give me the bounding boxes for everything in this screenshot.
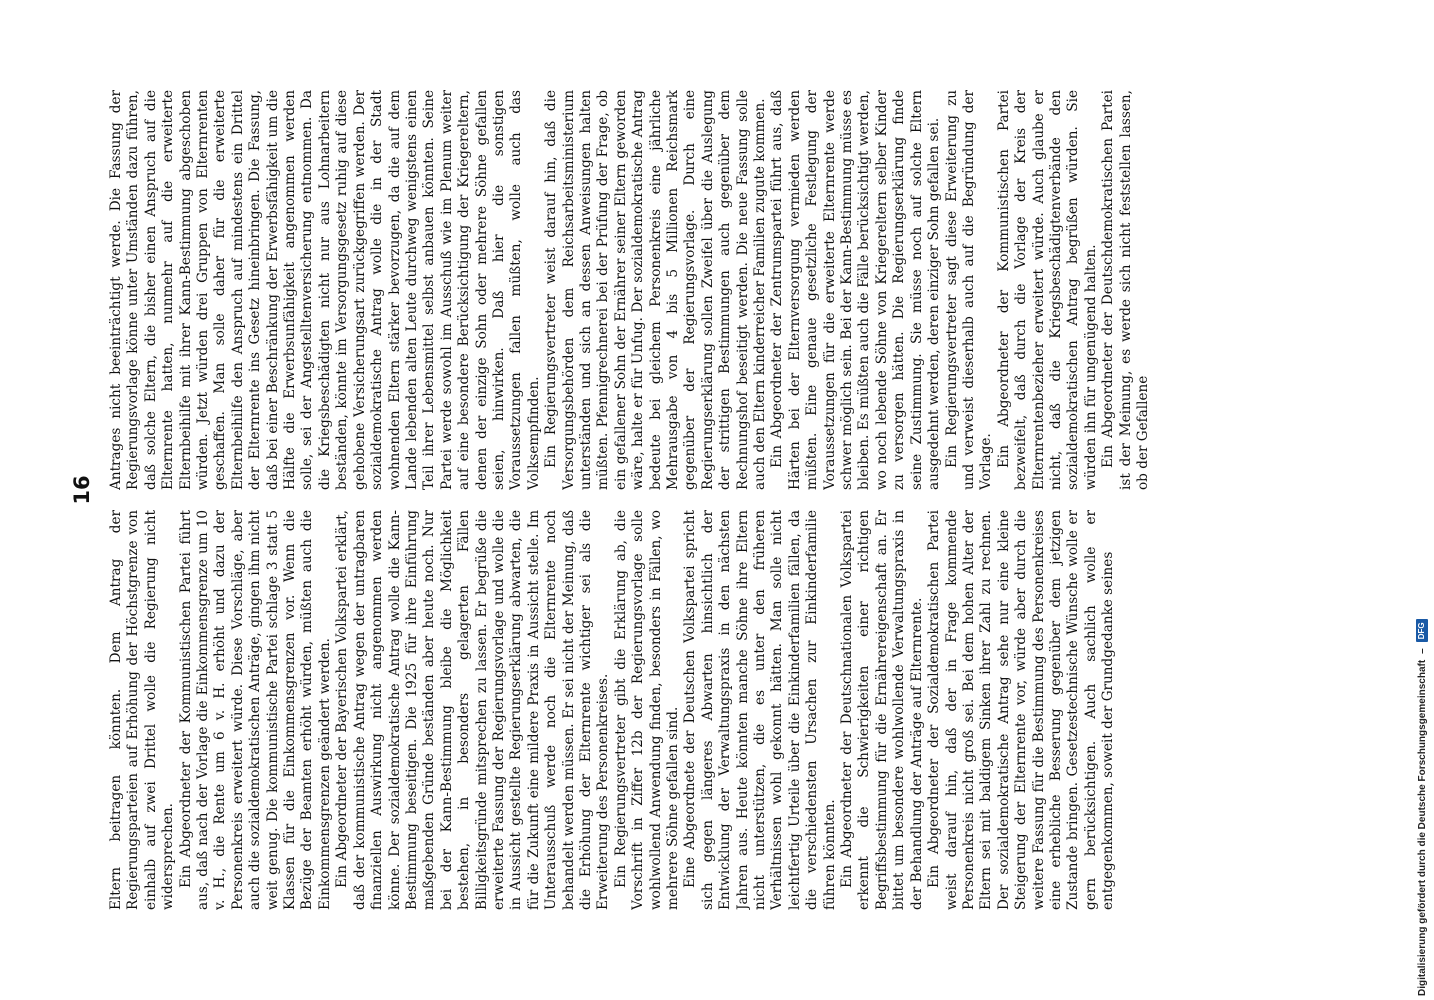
paragraph: Ein Abgeordneter der Deutschdemokratischen Partei ist der Meinung, es werde sich nicht feststellen lassen, ob der Gefallene — [1100, 90, 1151, 490]
paragraph: Ein Abgeordneter der Sozialdemokratischen Partei weist darauf hin, daß der in Frage kommende Personenkreis nicht groß sei. Bei dem hohen Alter der Eltern sei mit baldigem Sinken ihrer Zahl zu rechnen. Der sozialdemokratische Antrag sehe nur eine kleine Steigerung der Elternrente vor, würde aber durch die weitere Fassung für die Bestimmung des Personenkreises eine erhebliche Besserung gegenüber dem jetzigen Zustande bringen. Gesetzestechnische Wünsche wolle er gern berücksichtigen. Auch sachlich wolle er entgegenkommen, soweit der Grundgedanke seines — [926, 510, 1117, 910]
paragraph: Antrages nicht beeinträchtigt werde. Die Fassung der Regierungsvorlage könne unter Umständen dazu führen, daß solche Eltern, die bisher einen Anspruch auf die Elternrente hatten, nunmehr auf die erweiterte Elternbeihilfe mit ihrer Kann-Bestimmung abgeschoben würden. Jetzt würden drei Gruppen von Elternrenten geschaffen. Man solle daher für die erweiterte Elternbeihilfe den Anspruch auf mindestens ein Drittel der Elternrente ins Gesetz hineinbringen. Die Fassung, daß bei einer Beschränkung der Erwerbsfähigkeit um die Hälfte die Erwerbsunfähigkeit angenommen werden solle, sei der Angestelltenversicherung entnommen. Da die Kriegsbeschädigten nicht nur aus Lohnarbeitern beständen, könnte im Versorgungsgesetz ruhig auf diese gehobene Versicherungsart zurückgegriffen werden. Der sozialdemokratische Antrag wolle die in der Stadt wohnenden Eltern stärker bevorzugen, da die auf dem Lande lebenden alten Leute durchweg wenigstens einen Teil ihrer Lebensmittel selbst anbauen könnten. Seine Partei werde sowohl im Ausschuß wie im Plenum weiter auf eine besondere Berücksichtigung der Kriegereltern, denen der einzige Sohn oder mehrere Söhne gefallen seien, hinwirken. Daß hier die sonstigen Voraussetzungen fallen müßten, wolle auch das Volksempfinden. — [108, 90, 542, 490]
credit-text: Digitalisierung gefördert durch die Deutsche Forschungsgemeinschaft — [1416, 659, 1428, 996]
paragraph: Ein Abgeordneter der Bayerischen Volkspartei erklärt, daß der kommunistische Antrag wegen der untragbaren finanziellen Auswirkung nicht angenommen werden könne. Der sozialdemokratische Antrag wolle die Kann-Bestimmung beseitigen. Die 1925 für ihre Einführung maßgebenden Gründe beständen aber heute noch. Nur bei der Kann-Bestimmung bleibe die Möglichkeit bestehen, in besonders gelagerten Fällen Billigkeitsgründe mitsprechen zu lassen. Er begrüße die erweiterte Fassung der Regierungsvorlage und wolle die in Aussicht gestellte Regierungserklärung abwarten, die für die Zukunft eine mildere Praxis in Aussicht stelle. Im Unterausschuß werde noch die Elternrente noch behandelt werden müssen. Er sei nicht der Meinung, daß die Erhöhung der Elternrente wichtiger sei als die Erweiterung des Personenkreises. — [334, 510, 612, 910]
digitization-credit — [1412, 0, 1432, 996]
paragraph: Eltern beitragen könnten. Dem Antrag der Regierungsparteien auf Erhöhung der Höchstgrenze von einhalb auf zwei Drittel wolle die Regierung nicht widersprechen. — [108, 510, 177, 910]
paragraph: Ein Abgeordneter der Deutschnationalen Volkspartei erkennt die Schwierigkeiten einer richtigen Begriffsbestimmung für die Ernährereigenschaft an. Er bittet um besondere wohlwollende Verwaltungspraxis in der Behandlung der Anträge auf Elternrente. — [839, 510, 925, 910]
paragraph: Ein Abgeordneter der Kommunistischen Partei bezweifelt, daß durch die Vorlage der Kreis der Elternrentenbezieher erweitert würde. Auch glaube er nicht, daß die Kriegsbeschädigtenverbände den sozialdemokratischen Antrag begrüßen würden. Sie würden ihn für ungenügend halten. — [995, 90, 1099, 490]
credit-separator: – — [1416, 648, 1428, 654]
page-number: 16 — [70, 475, 94, 505]
paragraph: Ein Regierungsvertreter weist darauf hin, daß die Versorgungsbehörden dem Reichsarbeitsministerium unterständen und sich an dessen Anweisungen halten müßten. Pfennigrechnerei bei der Prüfung der Frage, ob ein gefallener Sohn der Ernährer seiner Eltern geworden wäre, halte er für Unfug. Der sozialdemokratische Antrag bedeute bei gleichem Personenkreis eine jährliche Mehrausgabe von 4 bis 5 Millionen Reichsmark gegenüber der Regierungsvorlage. Durch eine Regierungserklärung sollen Zweifel über die Auslegung der strittigen Bestimmungen auch gegenüber dem Rechnungshof beseitigt werden. Die neue Fassung solle auch den Eltern kinderreicher Familien zugute kommen. — [543, 90, 769, 490]
text-column-left — [108, 510, 1328, 910]
dfg-logo-icon: DFG — [1416, 619, 1428, 642]
paragraph: Ein Abgeordneter der Kommunistischen Partei führt aus, daß nach der Vorlage die Einkommensgrenze um 10 v. H., die Rente um 6 v. H. erhöht und dazu der Personenkreis erweitert würde. Diese Vorschläge, aber auch die sozialdemokratischen Anträge, gingen ihm nicht weit genug. Die kommunistische Partei schlage 3 statt 5 Klassen für die Einkommensgrenzen vor. Wenn die Bezüge der Beamten erhöht würden, müßten auch die Einkommensgrenzen geändert werden. — [177, 510, 333, 910]
text-column-right — [108, 90, 1328, 490]
document-page — [70, 50, 1330, 930]
paragraph: Ein Abgeordneter der Zentrumspartei führt aus, daß Härten bei der Elternversorgung vermieden werden müßten. Eine genaue gesetzliche Festlegung der Voraussetzungen für die erweiterte Elternrente werde schwer möglich sein. Bei der Kann-Bestimmung müsse es bleiben. Es müßten auch die Fälle berücksichtigt werden, wo noch lebende Söhne von Kriegereltern selber Kinder zu versorgen hätten. Die Regierungserklärung finde seine Zustimmung. Sie müsse noch auf solche Eltern ausgedehnt werden, deren einziger Sohn gefallen sei. — [769, 90, 943, 490]
paragraph: Ein Regierungsvertreter gibt die Erklärung ab, die Vorschrift in Ziffer 12b der Regierungsvorlage solle wohlwollend Anwendung finden, besonders in Fällen, wo mehrere Söhne gefallen sind. — [612, 510, 681, 910]
paragraph: Ein Regierungsvertreter sagt diese Erweiterung zu und verweist dieserhalb auch auf die Begründung der Vorlage. — [943, 90, 995, 490]
paragraph: Eine Abgeordnete der Deutschen Volkspartei spricht sich gegen längeres Abwarten hinsichtlich der Entwicklung der Verwaltungspraxis in den nächsten Jahren aus. Heute könnten manche Söhne ihre Eltern nicht unterstützen, die es unter den früheren Verhältnissen wohl gekonnt hätten. Man solle nicht leichtfertig Urteile über die Einkinderfamilien fällen, da die verschiedensten Ursachen zur Einkinderfamilie führen könnten. — [682, 510, 838, 910]
